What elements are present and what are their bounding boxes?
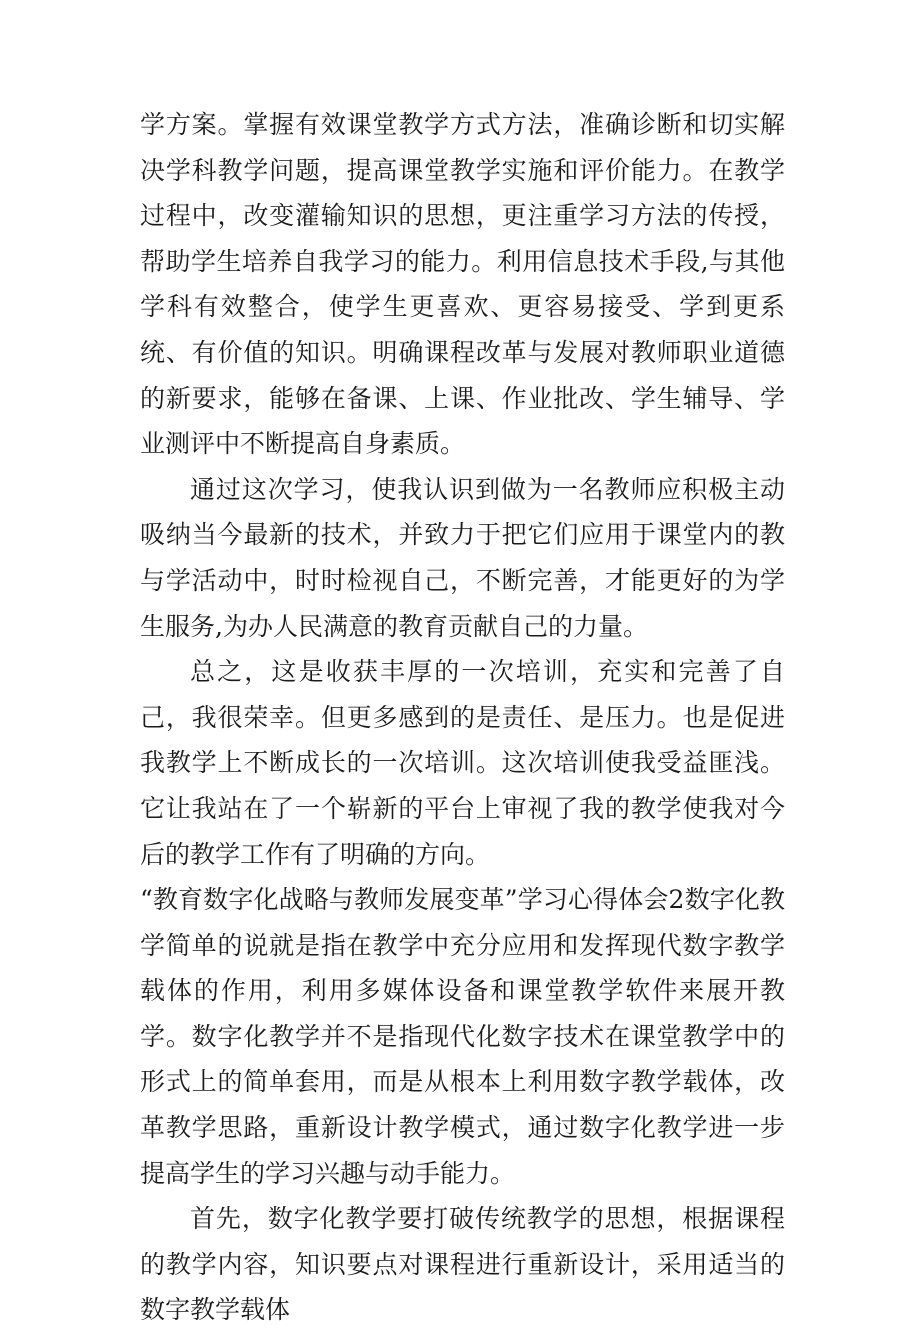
document-body [140, 102, 785, 1333]
paragraph-conclusion: 总之，这是收获丰厚的一次培训，充实和完善了自己，我很荣幸。但更多感到的是责任、是压力。也是促进我教学上不断成长的一次培训。这次培训使我受益匪浅。它让我站在了一个崭新的平台上审视了我的教学使我对今后的教学工作有了明确的方向。 [140, 657, 785, 869]
paragraph-essay-2-intro: “教育数字化战略与教师发展变革”学习心得体会2数字化教学简单的说就是指在教学中充分应用和发挥现代数字教学载体的作用，利用多媒体设备和课堂教学软件来展开教学。数字化教学并不是指现代化数字技术在课堂教学中的形式上的简单套用，而是从根本上利用数字教学载体，改革教学思路，重新设计教学模式，通过数字化教学进一步提高学生的学习兴趣与动手能力。 [140, 885, 785, 1188]
paragraph-first-point: 首先，数字化教学要打破传统教学的思想，根据课程的教学内容，知识要点对课程进行重新设计，采用适当的数字教学载体 [140, 1204, 785, 1325]
paragraph-continuation: 学方案。掌握有效课堂教学方式方法，准确诊断和切实解决学科教学问题，提高课堂教学实施和评价能力。在教学过程中，改变灌输知识的思想，更注重学习方法的传授，帮助学生培养自我学习的能力。利用信息技术手段,与其他学科有效整合，使学生更喜欢、更容易接受、学到更系统、有价值的知识。明确课程改革与发展对教师职业道德的新要求，能够在备课、上课、作业批改、学生辅导、学业测评中不断提高自身素质。 [140, 110, 785, 459]
paragraph-learning-reflection: 通过这次学习，使我认识到做为一名教师应积极主动吸纳当今最新的技术，并致力于把它们应用于课堂内的教与学活动中，时时检视自己，不断完善，才能更好的为学生服务,为办人民满意的教育贡献自己的力量。 [140, 474, 785, 641]
